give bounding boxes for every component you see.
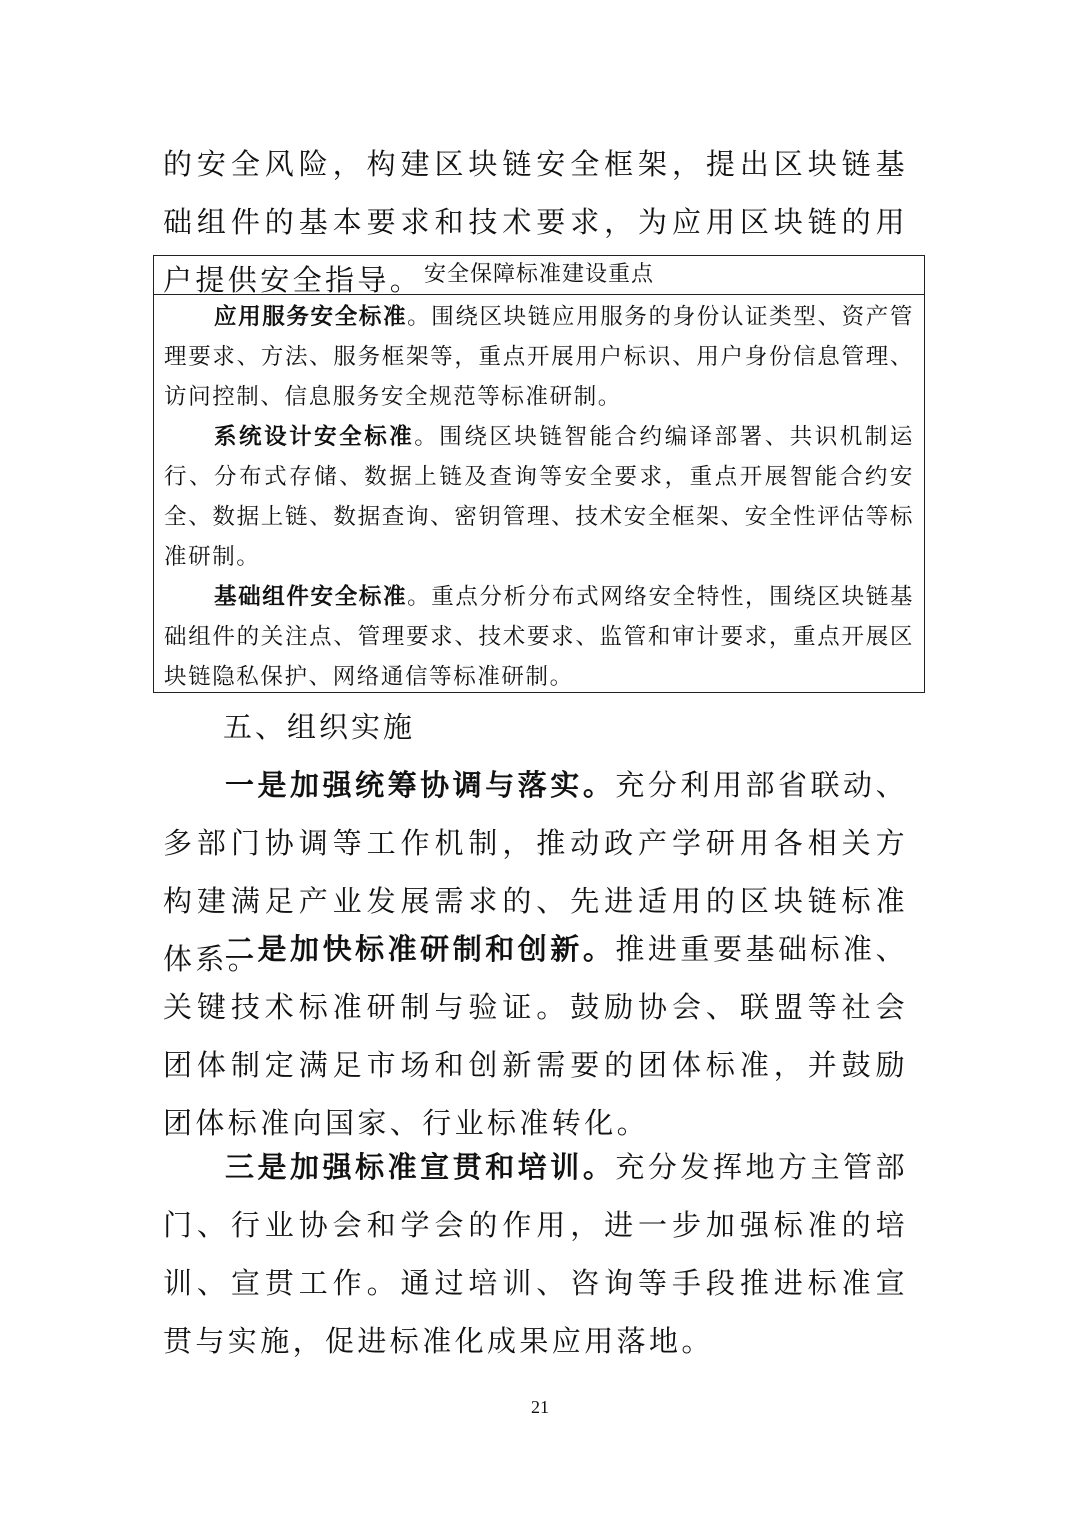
intro-paragraph: 的安全风险，构建区块链安全框架，提出区块链基础组件的基本要求和技术要求，为应用区块链的用户提供安全指导。 bbox=[163, 147, 908, 297]
box-item-text: 。重点分析分布式网络安全特性，围绕区块链基础组件的关注点、管理要求、技术要求、监管和审计要求，重点开展区块链隐私保护、网络通信等标准研制。 bbox=[164, 584, 914, 690]
box-item-application-service bbox=[164, 297, 914, 417]
paragraph-lead: 三是加强标准宣贯和培训。 bbox=[225, 1150, 616, 1184]
paragraph-text: 充分发挥地方主管部门、行业协会和学会的作用，进一步加强标准的培训、宣贯工作。通过培训、咨询等手段推进标准宣贯与实施，促进标准化成果应用落地。 bbox=[163, 1150, 908, 1358]
box-item-lead: 应用服务安全标准 bbox=[214, 304, 408, 330]
box-body bbox=[154, 295, 924, 697]
box-item-system-design bbox=[164, 417, 914, 577]
paragraph-text: 推进重要基础标准、关键技术标准研制与验证。鼓励协会、联盟等社会团体制定满足市场和创新需要的团体标准，并鼓励团体标准向国家、行业标准转化。 bbox=[163, 932, 908, 1140]
security-standards-box bbox=[153, 255, 925, 693]
section-paragraph-2 bbox=[163, 920, 908, 1152]
paragraph-lead: 一是加强统筹协调与落实。 bbox=[225, 768, 616, 802]
box-item-base-component bbox=[164, 577, 914, 697]
paragraph-lead: 二是加快标准研制和创新。 bbox=[225, 932, 616, 966]
page-number: 21 bbox=[531, 1397, 549, 1417]
box-item-lead: 系统设计安全标准 bbox=[214, 424, 415, 450]
section-heading: 五、组织实施 bbox=[223, 710, 416, 744]
box-item-text: 。围绕区块链应用服务的身份认证类型、资产管理要求、方法、服务框架等，重点开展用户标识、用户身份信息管理、访问控制、信息服务安全规范等标准研制。 bbox=[164, 304, 914, 410]
box-title: 安全保障标准建设重点 bbox=[154, 256, 924, 295]
box-item-lead: 基础组件安全标准 bbox=[214, 584, 408, 610]
box-item-text: 。围绕区块链智能合约编译部署、共识机制运行、分布式存储、数据上链及查询等安全要求，重点开展智能合约安全、数据上链、数据查询、密钥管理、技术安全框架、安全性评估等标准研制。 bbox=[164, 424, 914, 570]
paragraph-text: 充分利用部省联动、多部门协调等工作机制，推动政产学研用各相关方构建满足产业发展需求的、先进适用的区块链标准体系。 bbox=[163, 768, 908, 976]
section-paragraph-3 bbox=[163, 1138, 908, 1370]
